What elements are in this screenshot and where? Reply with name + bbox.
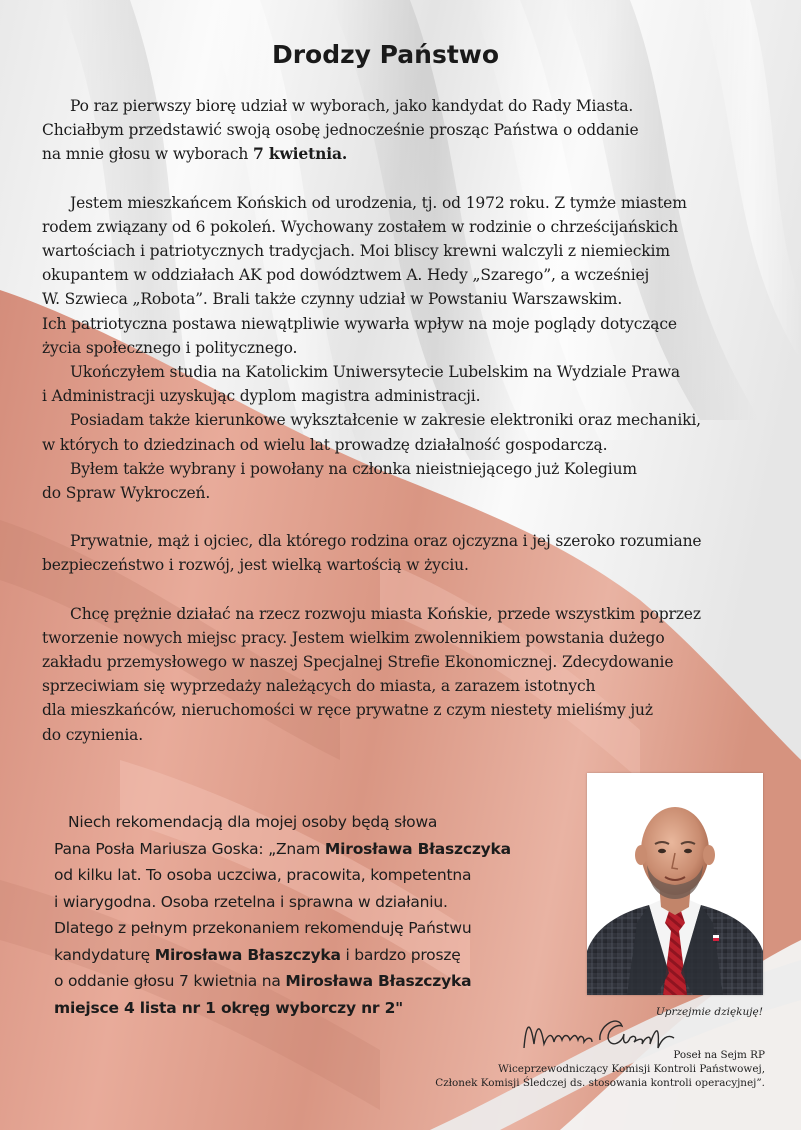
plans-line-2: tworzenie nowych miejsc pracy. Jestem wielkim zwolennikiem powstania dużego [42, 628, 665, 647]
recommender-role-1: Poseł na Sejm RP [673, 1049, 765, 1061]
college-line-1: Byłem także wybrany i powołany na członka nieistniejącego już Kolegium [70, 459, 637, 478]
thanks-note: Uprzejmie dziękuję! [655, 1006, 763, 1018]
bio-line-5: W. Szwieca „Robota”. Brali także czynny udział w Powstaniu Warszawskim. [42, 290, 623, 309]
college-line-2: do Spraw Wykroczeń. [42, 484, 211, 503]
bio-line-6: Ich patriotyczna postawa niewątpliwie wywarła wpływ na moje poglądy dotyczące [42, 314, 677, 333]
quote-line-7-text: o oddanie głosu 7 kwietnia na [54, 972, 286, 990]
quote-line-2 [54, 836, 574, 863]
bio-line-7: życia społecznego i politycznego. [42, 338, 298, 357]
quote-line-3: od kilku lat. To osoba uczciwa, pracowita, kompetentna [54, 866, 472, 884]
plans-line-4: sprzeciwiam się wyprzedaży należących do miasta, a zarazem istotnych [42, 677, 596, 696]
quote-line-1: Niech rekomendacją dla mojej osoby będą słowa [68, 813, 438, 831]
letter-body [42, 94, 782, 747]
quote-line-5: Dlatego z pełnym przekonaniem rekomenduję Państwu [54, 919, 472, 937]
private-line-2: bezpieczeństwo i rozwój, jest wielką wartością w życiu. [42, 556, 469, 575]
quote-line-6-text-a: kandydaturę [54, 945, 155, 964]
intro-line-1: Po raz pierwszy biorę udział w wyborach, jako kandydat do Rady Miasta. [70, 97, 634, 115]
intro-line-2: Chciałbym przedstawić swoją osobę jednocześnie prosząc Państwa o oddanie [42, 121, 639, 140]
intro-line-3 [42, 142, 782, 166]
quote-line-4: i wiarygodna. Osoba rzetelna i sprawna w działaniu. [54, 892, 448, 911]
private-line-1: Prywatnie, mąż i ojciec, dla którego rodzina oraz ojczyzna i jej szeroko rozumiane [70, 532, 702, 551]
recommender-credits [400, 1048, 765, 1090]
recommender-role-2: Wiceprzewodniczący Komisji Kontroli Państwowej, [498, 1063, 765, 1075]
plans-line-5: dla mieszkańców, nieruchomości w ręce prywatne z czym niestety mieliśmy już [42, 701, 653, 720]
quote-line-6-text-c: i bardzo proszę [340, 945, 461, 964]
candidate-name: Mirosława Błaszczyka [285, 972, 472, 990]
page-title: Drodzy Państwo [271, 40, 500, 69]
education-line-1: Posiadam także kierunkowe wykształcenie w zakresie elektroniki oraz mechaniki, [70, 411, 701, 430]
recommendation-quote [54, 809, 574, 1021]
bio-line-3: wartościach i patriotycznych tradycjach. Moi bliscy krewni walczyli z niemieckim [42, 242, 670, 261]
plans-line-3: zakładu przemysłowego w naszej Specjalnej Strefie Ekonomicznej. Zdecydowanie [42, 653, 674, 672]
quote-line-2-text: Pana Posła Mariusza Goska: „Znam [54, 839, 325, 858]
quote-line-8 [54, 995, 574, 1022]
quote-line-7 [54, 968, 574, 995]
intro-line-3-text: na mnie głosu w wyborach [42, 145, 253, 164]
studies-line-1: Ukończyłem studia na Katolickim Uniwersytecie Lubelskim na Wydziale Prawa [70, 363, 680, 382]
recommender-role-3: Członek Komisji Śledczej ds. stosowania kontroli operacyjnej”. [435, 1077, 765, 1089]
portrait-illustration [587, 773, 763, 995]
education-line-2: w których to dziedzinach od wielu lat prowadzę działalność gospodarczą. [42, 435, 608, 454]
portrait-photo [587, 773, 763, 995]
candidate-name: Mirosława Błaszczyka [324, 839, 511, 858]
election-date: 7 kwietnia. [253, 144, 348, 164]
bio-line-1: Jestem mieszkańcem Końskich od urodzenia, tj. od 1972 roku. Z tymże miastem [70, 193, 687, 212]
bio-line-4: okupantem w oddziałach AK pod dowództwem A. Hedy „Szarego”, a wcześniej [42, 266, 650, 285]
ballot-info: miejsce 4 lista nr 1 okręg wyborczy nr 2" [54, 998, 404, 1017]
candidate-name: Mirosława Błaszczyka [154, 945, 341, 964]
studies-line-2: i Administracji uzyskując dyplom magistra administracji. [42, 387, 481, 406]
quote-line-6 [54, 942, 574, 969]
plans-line-1: Chcę prężnie działać na rzecz rozwoju miasta Końskie, przede wszystkim poprzez [70, 604, 701, 623]
bio-line-2: rodem związany od 6 pokoleń. Wychowany zostałem w rodzinie o chrześcijańskich [42, 217, 679, 236]
plans-line-6: do czynienia. [42, 725, 144, 744]
